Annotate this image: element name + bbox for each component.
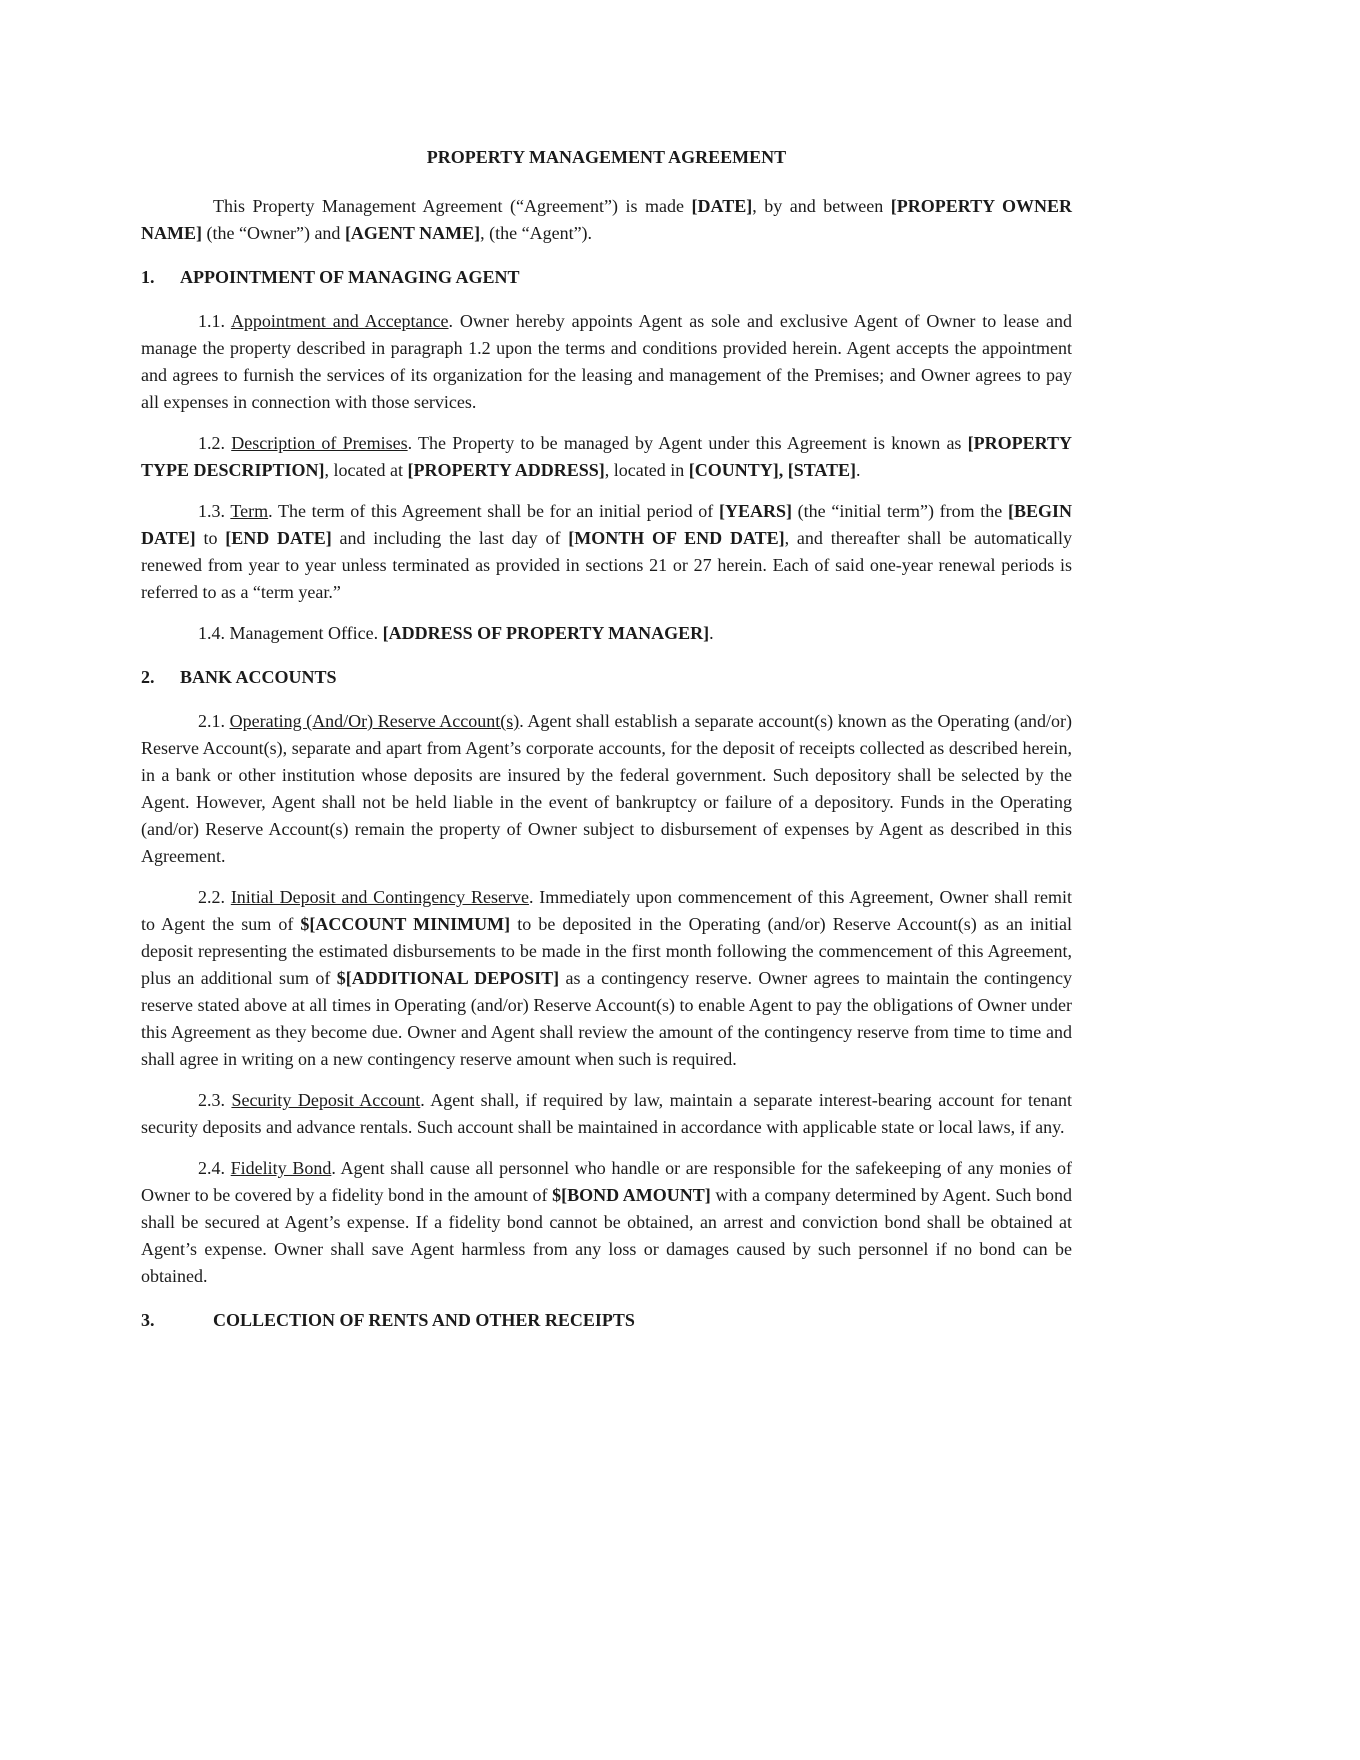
paragraph-2-3: 2.3. Security Deposit Account. Agent shall, if required by law, maintain a separate interest-bearing account for tenant security deposits and advance rentals. Such account shall be maintained in accordance with applicable state or local laws, if any. [141, 1090, 1073, 1137]
section-3-title: COLLECTION OF RENTS AND OTHER RECEIPTS [213, 1310, 635, 1330]
intro-paragraph: This Property Management Agreement (“Agreement”) is made [DATE], by and between [PROPERTY OWNER NAME] (the “Owner”) and [AGENT NAME], (the “Agent”). [141, 196, 1072, 243]
section-1-heading [141, 264, 1072, 291]
paragraph-2-2: 2.2. Initial Deposit and Contingency Reserve. Immediately upon commencement of this Agreement, Owner shall remit to Agent the sum of $[ACCOUNT MINIMUM] to be deposited in the Operating (and/or) Reserve Account(s) as an initial deposit representing the estimated disbursements to be made in the first month following the commencement of this Agreement, plus an additional sum of $[ADDITIONAL DEPOSIT] as a contingency reserve. Owner agrees to maintain the contingency reserve stated above at all times in Operating (and/or) Reserve Account(s) to enable Agent to pay the obligations of Owner under this Agreement as they become due. Owner and Agent shall review the amount of the contingency reserve from time to time and shall agree in writing on a new contingency reserve amount when such is required. [141, 887, 1073, 1069]
paragraph-2-4: 2.4. Fidelity Bond. Agent shall cause all personnel who handle or are responsible for the safekeeping of any monies of Owner to be covered by a fidelity bond in the amount of $[BOND AMOUNT] with a company determined by Agent. Such bond shall be secured at Agent’s expense. If a fidelity bond cannot be obtained, an arrest and conviction bond shall be obtained at Agent’s expense. Owner shall save Agent harmless from any loss or damages caused by such personnel if no bond can be obtained. [141, 1158, 1073, 1286]
section-1-number: 1. [141, 267, 155, 287]
paragraph-1-1: 1.1. Appointment and Acceptance. Owner hereby appoints Agent as sole and exclusive Agent of Owner to lease and manage the property described in paragraph 1.2 upon the terms and conditions provided herein. Agent accepts the appointment and agrees to furnish the services of its organization for the leasing and management of the Premises; and Owner agrees to pay all expenses in connection with those services. [141, 311, 1072, 412]
section-3-number: 3. [141, 1310, 155, 1330]
section-2-number: 2. [141, 667, 155, 687]
section-2-heading [141, 664, 1072, 691]
paragraph-1-4: 1.4. Management Office. [ADDRESS OF PROPERTY MANAGER]. [198, 623, 714, 643]
section-2-title: BANK ACCOUNTS [180, 667, 337, 687]
paragraph-1-3: 1.3. Term. The term of this Agreement shall be for an initial period of [YEARS] (the “initial term”) from the [BEGIN DATE] to [END DATE] and including the last day of [MONTH OF END DATE], and thereafter shall be automatically renewed from year to year unless terminated as provided in sections 21 or 27 herein. Each of said one-year renewal periods is referred to as a “term year.” [141, 501, 1072, 602]
paragraph-1-2: 1.2. Description of Premises. The Property to be managed by Agent under this Agreement is known as [PROPERTY TYPE DESCRIPTION], located at [PROPERTY ADDRESS], located in [COUNTY], [STATE]. [141, 433, 1073, 480]
section-1-title: APPOINTMENT OF MANAGING AGENT [180, 267, 520, 287]
paragraph-2-1: 2.1. Operating (And/Or) Reserve Account(s). Agent shall establish a separate account(s) known as the Operating (and/or) Reserve Account(s), separate and apart from Agent’s corporate accounts, for the deposit of receipts collected as described herein, in a bank or other institution whose deposits are insured by the federal government. Such depository shall be selected by the Agent. However, Agent shall not be held liable in the event of bankruptcy or failure of a depository. Funds in the Operating (and/or) Reserve Account(s) remain the property of Owner subject to disbursement of expenses by Agent as described in this Agreement. [141, 711, 1073, 866]
section-3-heading [141, 1307, 1072, 1334]
document-title: PROPERTY MANAGEMENT AGREEMENT [426, 147, 787, 167]
